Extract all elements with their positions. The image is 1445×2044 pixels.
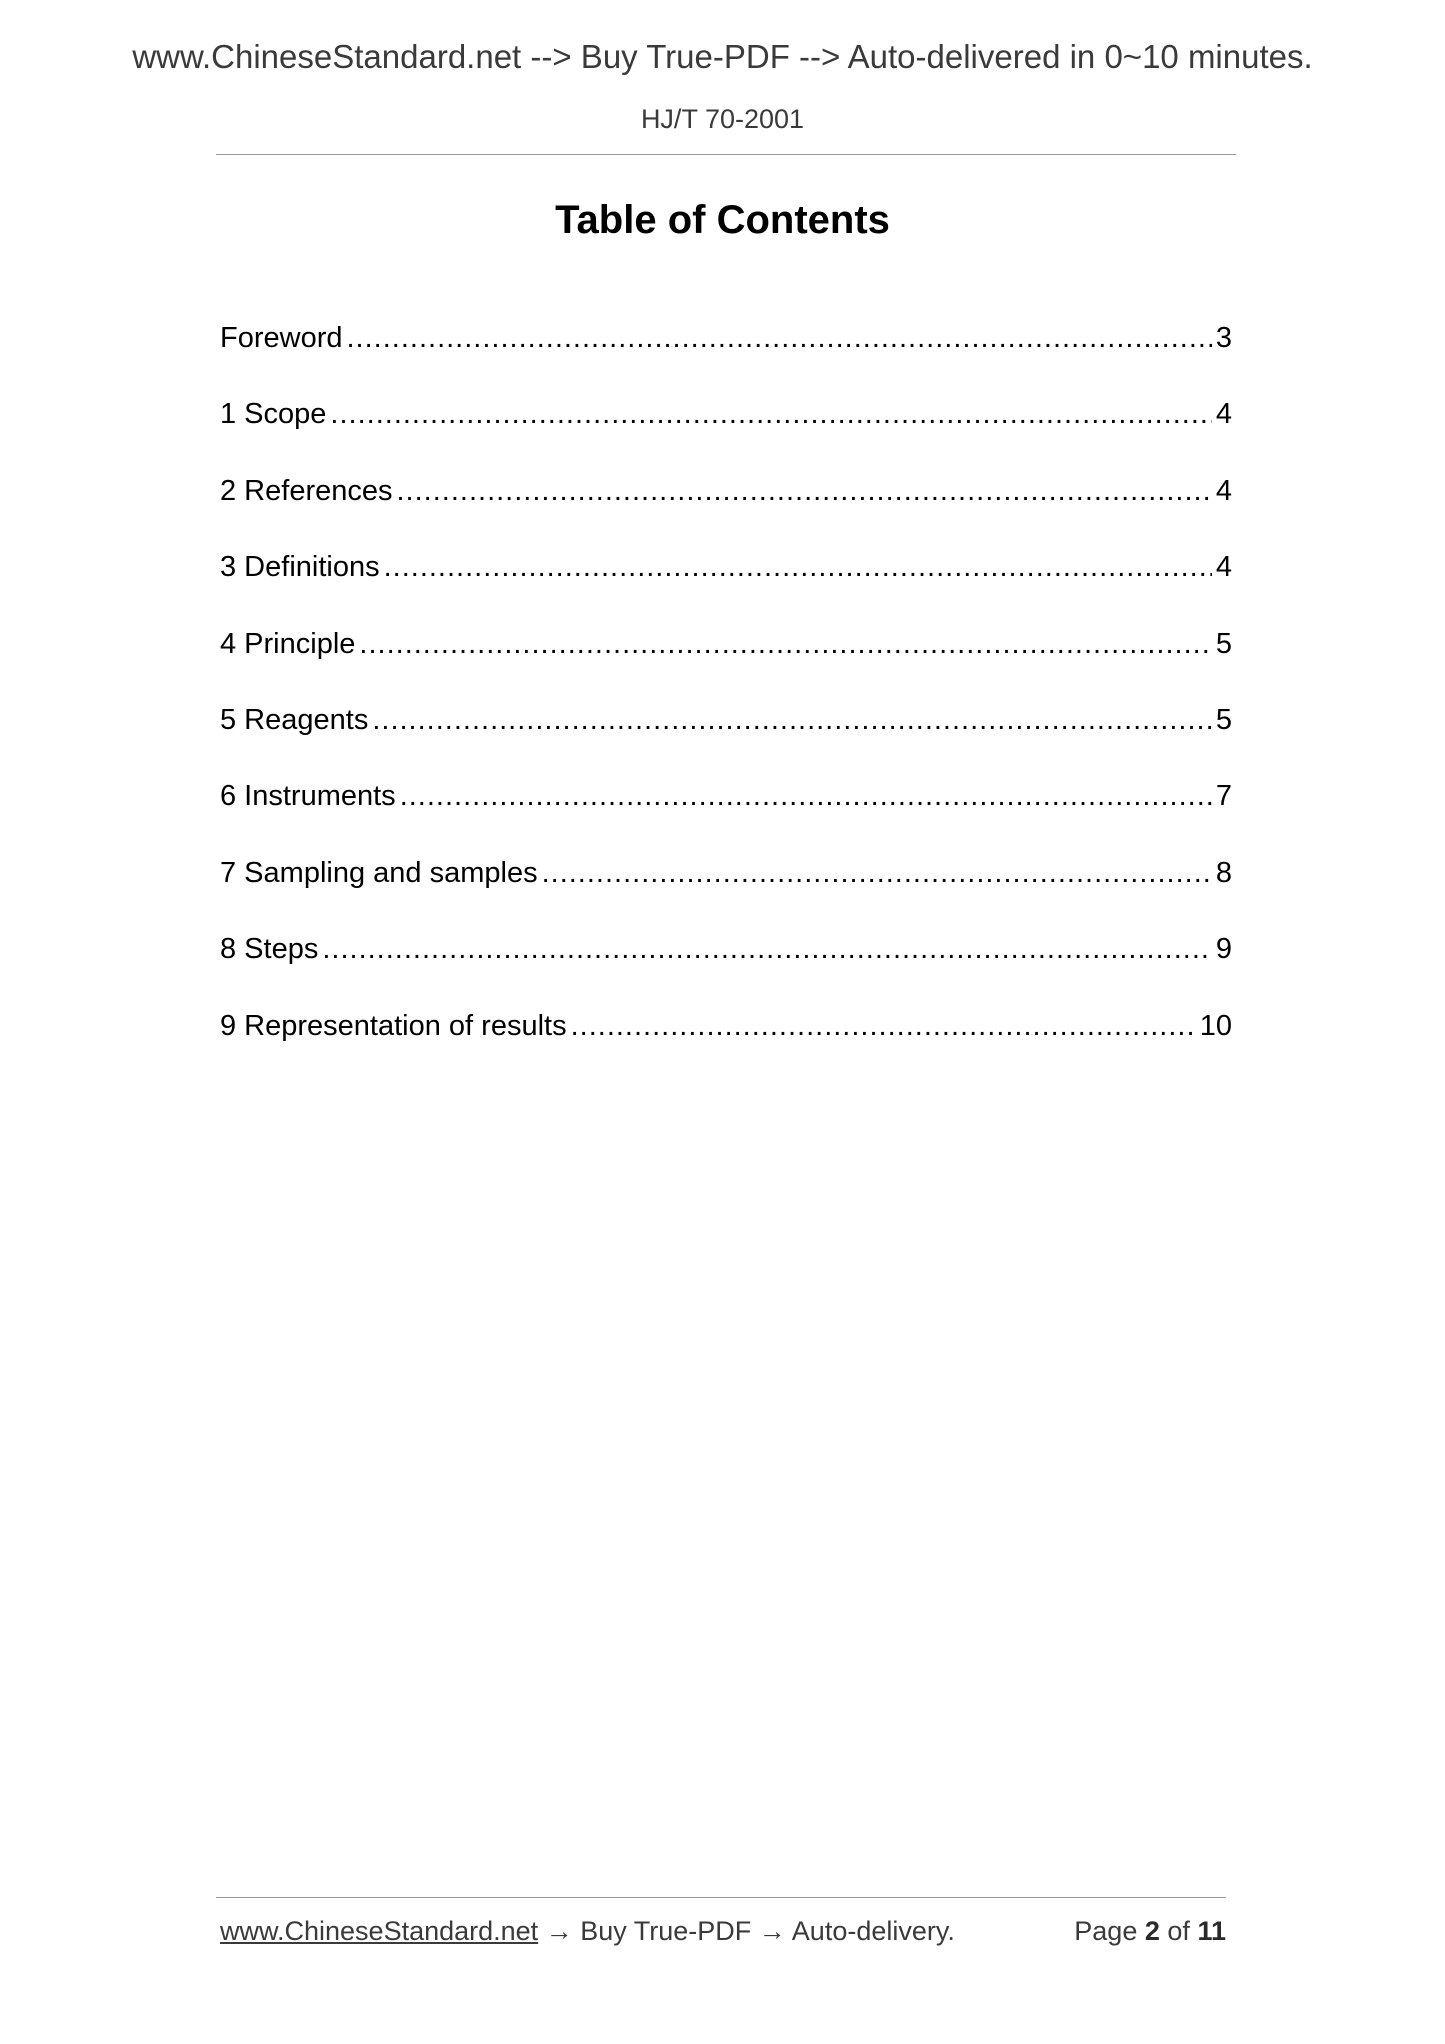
toc-entry-sampling-and-samples[interactable] xyxy=(220,851,1232,927)
toc-entry-instruments[interactable] xyxy=(220,774,1232,850)
toc-dot-leader xyxy=(384,545,1212,589)
arrow-right-icon: → xyxy=(758,1916,786,1946)
toc-dot-leader xyxy=(347,316,1212,360)
toc-entry-page: 5 xyxy=(1215,703,1232,736)
top-banner: www.ChineseStandard.net --> Buy True-PDF --> Auto-delivered in 0~10 minutes. xyxy=(132,38,1313,75)
toc-list xyxy=(220,316,1232,1080)
toc-entry-definitions[interactable] xyxy=(220,545,1232,621)
footer-divider xyxy=(216,1897,1226,1898)
toc-entry-label: 2 References xyxy=(220,474,393,507)
toc-entry-page: 5 xyxy=(1215,627,1232,660)
document-code: HJ/T 70-2001 xyxy=(640,104,805,134)
toc-dot-leader xyxy=(397,469,1212,513)
footer-delivery-text: Auto-delivery. xyxy=(791,1916,955,1946)
toc-title: Table of Contents xyxy=(555,198,890,242)
toc-entry-page: 9 xyxy=(1215,933,1232,966)
toc-entry-representation-of-results[interactable] xyxy=(220,1004,1232,1080)
toc-entry-reagents[interactable] xyxy=(220,698,1232,774)
toc-dot-leader xyxy=(400,774,1212,818)
toc-entry-label: 3 Definitions xyxy=(220,551,380,584)
header-divider xyxy=(216,154,1236,155)
toc-entry-foreword[interactable] xyxy=(220,316,1232,392)
toc-entry-label: Foreword xyxy=(220,322,343,354)
toc-entry-label: 7 Sampling and samples xyxy=(220,856,538,889)
toc-entry-label: 8 Steps xyxy=(220,933,319,966)
toc-entry-steps[interactable] xyxy=(220,927,1232,1003)
page-indicator xyxy=(1074,1916,1226,1947)
toc-entry-page: 4 xyxy=(1215,551,1232,584)
toc-entry-page: 10 xyxy=(1199,1009,1232,1042)
arrow-right-icon: → xyxy=(545,1916,573,1946)
footer-left xyxy=(220,1916,955,1947)
toc-entry-principle[interactable] xyxy=(220,622,1232,698)
of-word: of xyxy=(1167,1916,1190,1946)
toc-dot-leader xyxy=(322,927,1212,971)
toc-entry-label: 4 Principle xyxy=(220,627,356,660)
toc-entry-page: 8 xyxy=(1215,856,1232,889)
current-page-number: 2 xyxy=(1144,1916,1160,1946)
toc-entry-page: 4 xyxy=(1215,474,1232,507)
toc-entry-label: 9 Representation of results xyxy=(220,1009,567,1042)
page-word: Page xyxy=(1074,1916,1138,1946)
toc-dot-leader xyxy=(571,1004,1196,1048)
toc-entry-label: 6 Instruments xyxy=(220,780,396,813)
toc-dot-leader xyxy=(542,851,1212,895)
toc-entry-scope[interactable] xyxy=(220,392,1232,468)
footer-site-link[interactable]: www.ChineseStandard.net xyxy=(220,1916,539,1946)
footer-buy-text: Buy True-PDF xyxy=(580,1916,752,1946)
toc-dot-leader xyxy=(372,698,1212,742)
toc-dot-leader xyxy=(359,622,1211,666)
toc-dot-leader xyxy=(330,392,1211,436)
toc-entry-page: 4 xyxy=(1215,398,1232,431)
toc-entry-label: 1 Scope xyxy=(220,398,327,431)
toc-entry-page: 3 xyxy=(1215,322,1232,354)
toc-entry-label: 5 Reagents xyxy=(220,703,369,736)
toc-entry-references[interactable] xyxy=(220,469,1232,545)
toc-entry-page: 7 xyxy=(1215,780,1232,813)
total-page-number: 11 xyxy=(1197,1916,1226,1946)
